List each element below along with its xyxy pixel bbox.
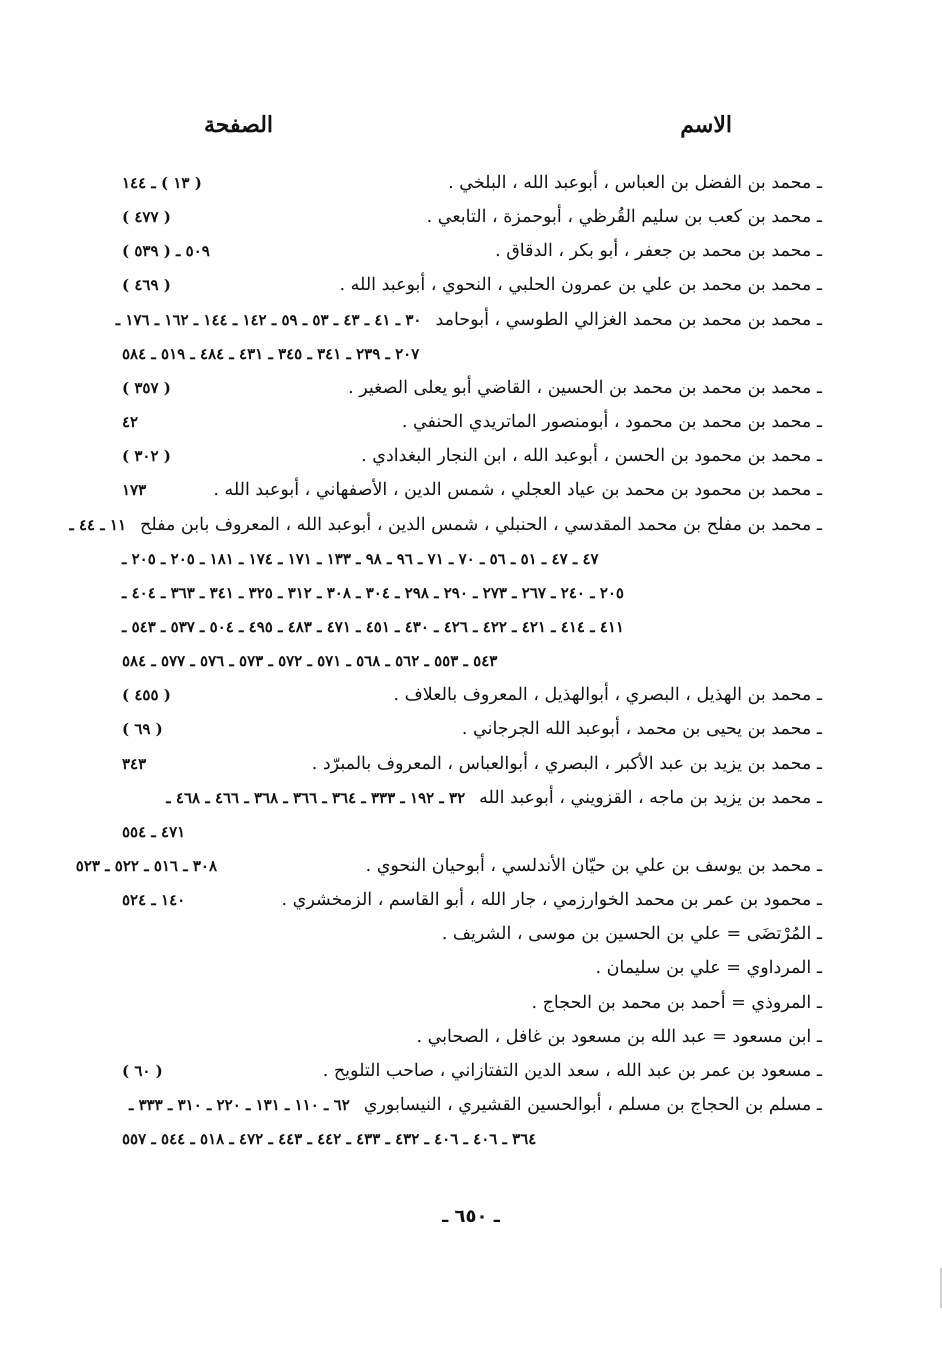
entry-name: ـ محمد بن محمد بن جعفر ، أبو بكر ، الدقاق .	[495, 241, 822, 262]
page-numbers: ٣٠ ـ ٤١ ـ ٤٣ ـ ٥٣ ـ ٥٩ ـ ١٤٢ ـ ١٤٤ ـ ١٦٢ ـ ١٧٦ ـ	[115, 310, 422, 329]
index-entry	[122, 473, 822, 507]
entry-page-continuation	[122, 815, 822, 849]
index-entry	[115, 303, 822, 337]
index-entry	[122, 166, 822, 200]
page-numbers: ( ٦٩ )	[122, 720, 163, 739]
index-entry	[122, 747, 822, 781]
entry-page-continuation	[122, 610, 822, 644]
entry-name: ـ محمد بن يزيد بن عبد الأكبر ، البصري ، أبوالعباس ، المعروف بالمبرّد .	[311, 753, 822, 774]
page-numbers: ١١ ـ ٤٤ ـ	[69, 515, 127, 534]
index-entry	[122, 883, 822, 917]
index-entry	[122, 712, 822, 746]
page-numbers: ١٧٣	[122, 481, 147, 500]
page-numbers: ( ٤٦٩ )	[122, 276, 171, 295]
entry-page-continuation	[122, 576, 822, 610]
entry-name: ـ محمد بن محمود بن الحسن ، أبوعبد الله ، ابن النجار البغدادي .	[361, 446, 822, 467]
page-numbers: ( ١٣ ) ـ ١٤٤	[122, 174, 202, 192]
page-number: ـ ٦٥٠ ـ	[442, 1206, 500, 1227]
entry-name: ـ محمود بن عمر بن محمد الخوارزمي ، جار الله ، أبو القاسم ، الزمخشري .	[281, 890, 822, 911]
page-numbers: ٣٦٤ ـ ٤٠٦ ـ ٤٠٦ ـ ٤٣٢ ـ ٤٣٣ ـ ٤٤٢ ـ ٤٤٣ ـ ٤٧٢ ـ ٥١٨ ـ ٥٤٤ ـ ٥٥٧	[122, 1130, 537, 1149]
index-entry	[122, 986, 822, 1020]
page-numbers: ٣٤٣	[122, 754, 147, 773]
entry-page-continuation	[122, 1122, 822, 1156]
index-entry	[122, 200, 822, 234]
page-numbers: ١٤٠ ـ ٥٢٤	[122, 891, 186, 910]
page-numbers: ٦٢ ـ ١١٠ ـ ١٣١ ـ ٢٢٠ ـ ٣١٠ ـ ٣٣٣ ـ	[128, 1096, 350, 1115]
entry-name: ـ محمد بن الهذيل ، البصري ، أبوالهذيل ، المعروف بالعلاف .	[393, 685, 822, 706]
page-numbers: ( ٦٠ )	[122, 1061, 163, 1080]
entry-page-continuation	[122, 644, 822, 678]
entry-name: ـ ابن مسعود = عبد الله بن مسعود بن غافل ، الصحابي .	[416, 1026, 822, 1047]
entry-name: ـ محمد بن محمود بن محمد بن عياد العجلي ، شمس الدين ، الأصفهاني ، أبوعبد الله .	[213, 480, 822, 501]
index-entry	[122, 371, 822, 405]
page-numbers: ( ٤٧٧ )	[122, 208, 171, 227]
entry-name: ـ محمد بن محمد بن محمد الغزالي الطوسي ، أبوحامد	[435, 309, 822, 330]
page-numbers: ٤٢	[122, 413, 139, 432]
entry-name: ـ محمد بن يزيد بن ماجه ، القزويني ، أبوعبد الله	[479, 787, 822, 808]
page-numbers: ٤١١ ـ ٤١٤ ـ ٤٢١ ـ ٤٢٢ ـ ٤٢٦ ـ ٤٣٠ ـ ٤٥١ ـ ٤٧١ ـ ٤٨٣ ـ ٤٩٥ ـ ٥٠٤ ـ ٥٣٧ ـ ٥٤٣ ـ	[122, 617, 624, 636]
entry-name: ـ محمد بن محمد بن محمد بن الحسين ، القاضي أبو يعلى الصغير .	[348, 377, 822, 398]
index-entry	[69, 508, 822, 542]
page-numbers: ٢٠٥ ـ ٢٤٠ ـ ٢٦٧ ـ ٢٧٣ ـ ٢٩٠ ـ ٢٩٨ ـ ٣٠٤ ـ ٣٠٨ ـ ٣١٢ ـ ٣٢٥ ـ ٣٤١ ـ ٣٦٣ ـ ٤٠٤ ـ	[122, 583, 624, 602]
index-entry	[122, 268, 822, 302]
index-entry	[122, 678, 822, 712]
entry-name: ـ المُرْتضَى = علي بن الحسين بن موسى ، الشريف .	[441, 924, 822, 945]
page-numbers: ٤٧ ـ ٤٧ ـ ٥١ ـ ٥٦ ـ ٧٠ ـ ٧١ ـ ٩٦ ـ ٩٨ ـ ١٣٣ ـ ١٧١ ـ ١٧٤ ـ ١٨١ ـ ٢٠٥ ـ ٢٠٥ ـ	[122, 549, 599, 568]
index-entry	[122, 405, 822, 439]
index-entry	[122, 439, 822, 473]
index-entry	[122, 917, 822, 951]
entry-name: ـ محمد بن محمد بن محمود ، أبومنصور الماتريدي الحنفي .	[401, 412, 822, 433]
entry-name: ـ محمد بن الفضل بن العباس ، أبوعبد الله ، البلخي .	[448, 173, 822, 193]
page-numbers: ٣٢ ـ ١٩٢ ـ ٣٣٣ ـ ٣٦٤ ـ ٣٦٦ ـ ٣٦٨ ـ ٤٦٦ ـ ٤٦٨ ـ	[166, 788, 466, 807]
entry-name: ـ محمد بن مفلح بن محمد المقدسي ، الحنبلي ، شمس الدين ، أبوعبد الله ، المعروف بابن مفلح	[140, 514, 822, 535]
page-numbers: ( ٣٠٢ )	[122, 447, 171, 466]
entry-name: ـ مسلم بن الحجاج بن مسلم ، أبوالحسين القشيري ، النيسابوري	[363, 1095, 822, 1116]
entry-name: ـ محمد بن محمد بن علي بن عمرون الحلبي ، النحوي ، أبوعبد الله .	[339, 275, 822, 296]
column-header-page: الصفحة	[204, 112, 274, 138]
page-numbers: ( ٣٥٧ )	[122, 378, 171, 397]
page-numbers: ٥٤٣ ـ ٥٥٣ ـ ٥٦٢ ـ ٥٦٨ ـ ٥٧١ ـ ٥٧٢ ـ ٥٧٣ ـ ٥٧٦ ـ ٥٧٧ ـ ٥٨٤	[122, 652, 498, 671]
page-numbers: ٢٠٧ ـ ٢٣٩ ـ ٣٤١ ـ ٣٤٥ ـ ٤٣١ ـ ٤٨٤ ـ ٥١٩ ـ ٥٨٤	[122, 344, 420, 363]
entry-name: ـ مسعود بن عمر بن عبد الله ، سعد الدين التفتازاني ، صاحب التلويح .	[322, 1060, 822, 1081]
entry-name: ـ المرداوي = علي بن سليمان .	[595, 958, 822, 979]
index-entry	[122, 781, 822, 815]
index-entry	[122, 951, 822, 985]
index-entry	[122, 234, 822, 268]
entry-page-continuation	[122, 542, 822, 576]
index-entry	[75, 849, 822, 883]
entry-name: ـ المروذي = أحمد بن محمد بن الحجاج .	[531, 992, 822, 1013]
index-entry	[122, 1020, 822, 1054]
page-numbers: ٥٠٩ ـ ( ٥٣٩ )	[122, 242, 210, 261]
page-numbers: ٣٠٨ ـ ٥١٦ ـ ٥٢٢ ـ ٥٢٣	[75, 857, 217, 875]
index-entry	[122, 1054, 822, 1088]
index-entry	[122, 1088, 822, 1122]
entry-page-continuation	[122, 337, 822, 371]
entry-name: ـ محمد بن كعب بن سليم القُرظي ، أبوحمزة ، التابعي .	[426, 207, 822, 228]
column-header-name: الاسم	[680, 112, 732, 138]
page-numbers: ( ٤٥٥ )	[122, 686, 171, 705]
entry-name: ـ محمد بن يحيى بن محمد ، أبوعبد الله الجرجاني .	[461, 719, 822, 740]
page-numbers: ٤٧١ ـ ٥٥٤	[122, 822, 186, 841]
entry-name: ـ محمد بن يوسف بن علي بن حيّان الأندلسي ، أبوحيان النحوي .	[365, 856, 822, 876]
